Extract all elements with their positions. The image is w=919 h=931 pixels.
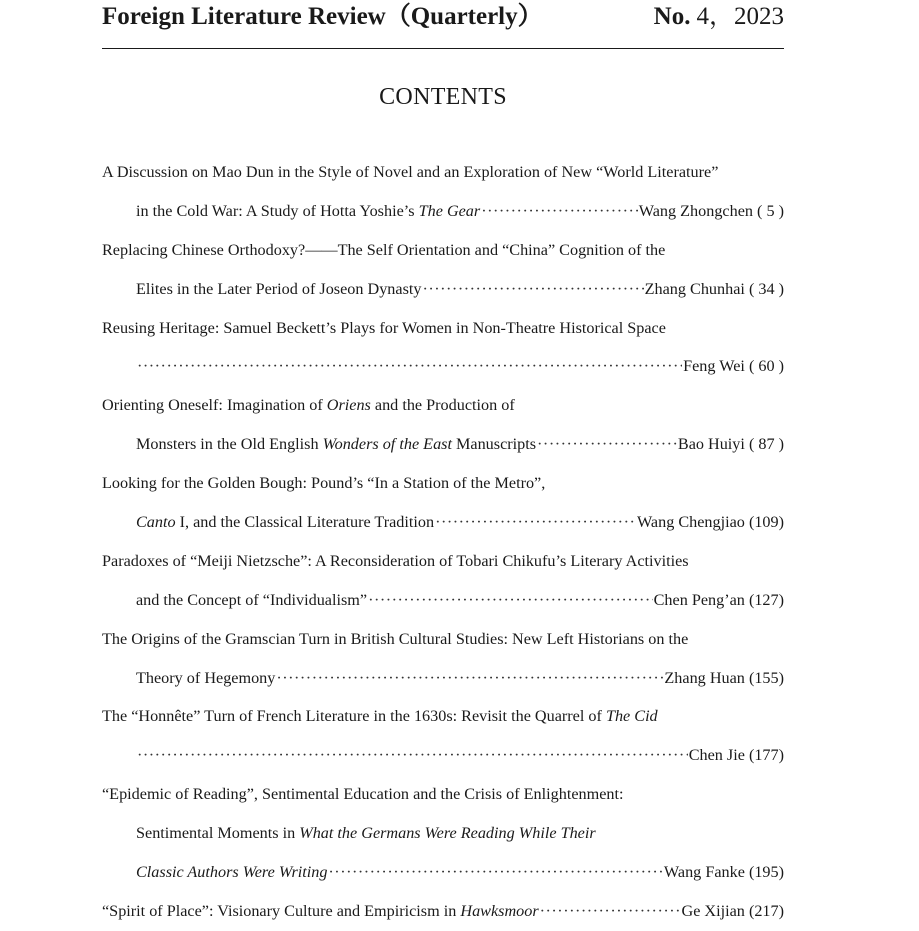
entry-leader-line bbox=[102, 270, 784, 309]
dot-leader bbox=[540, 892, 681, 931]
journal-header bbox=[102, 2, 784, 32]
entry-leader-line bbox=[102, 736, 784, 775]
entry-page: (109) bbox=[748, 513, 784, 532]
entry-title-line: Elites in the Later Period of Joseon Dynasty bbox=[136, 279, 422, 298]
entry-author: Chen Jie bbox=[688, 746, 745, 765]
entry-author: Zhang Chunhai bbox=[644, 279, 745, 298]
entry-title-line: Replacing Chinese Orthodoxy?——The Self Orientation and “China” Cognition of the bbox=[102, 240, 666, 259]
entry-leader-line bbox=[102, 503, 784, 542]
toc-entry[interactable] bbox=[102, 153, 784, 231]
dot-leader bbox=[435, 503, 636, 542]
entry-title-line: Looking for the Golden Bough: Pound’s “In a Station of the Metro”, bbox=[102, 474, 546, 493]
entry-author: Wang Fanke bbox=[663, 863, 745, 882]
dot-leader bbox=[537, 425, 677, 464]
toc-entry[interactable] bbox=[102, 697, 784, 775]
entry-leader-line bbox=[102, 892, 784, 931]
entry-page: (155) bbox=[748, 668, 784, 687]
toc-entry[interactable] bbox=[102, 775, 784, 892]
dot-leader bbox=[368, 581, 653, 620]
entry-author: Chen Peng’an bbox=[653, 590, 745, 609]
entry-leader-line bbox=[102, 347, 784, 386]
entry-author: Bao Huiyi bbox=[677, 435, 745, 454]
entry-leader-line bbox=[102, 192, 784, 231]
entry-leader-line bbox=[102, 853, 784, 892]
issue-label: No. bbox=[653, 3, 691, 30]
entry-title-line: Reusing Heritage: Samuel Beckett’s Plays for Women in Non-Theatre Historical Space bbox=[102, 318, 666, 337]
entry-title-line: Classic Authors Were Writing bbox=[136, 863, 328, 882]
entry-title-line: “Epidemic of Reading”, Sentimental Education and the Crisis of Enlightenment: bbox=[102, 785, 624, 804]
entry-title-line: in the Cold War: A Study of Hotta Yoshie’s The Gear bbox=[136, 201, 481, 220]
entry-author: Wang Chengjiao bbox=[636, 513, 745, 532]
dot-leader bbox=[137, 347, 682, 386]
entry-author: Wang Zhongchen bbox=[638, 201, 753, 220]
issue-number: 4，2023 bbox=[696, 3, 784, 30]
toc-entry[interactable] bbox=[102, 892, 784, 931]
entry-title-line: Monsters in the Old English Wonders of the East Manuscripts bbox=[136, 435, 537, 454]
entry-title-line: and the Concept of “Individualism” bbox=[136, 590, 368, 609]
toc-entry[interactable] bbox=[102, 464, 784, 542]
header-rule bbox=[102, 48, 784, 49]
entry-author: Ge Xijian bbox=[681, 901, 745, 920]
toc-entry[interactable] bbox=[102, 542, 784, 620]
entry-page: ( 34 ) bbox=[748, 279, 784, 298]
entry-leader-line bbox=[102, 659, 784, 698]
entry-page: (195) bbox=[748, 863, 784, 882]
dot-leader bbox=[276, 659, 663, 698]
issue-info bbox=[654, 2, 784, 32]
entry-author: Feng Wei bbox=[683, 357, 745, 376]
contents-heading: CONTENTS bbox=[379, 84, 507, 110]
dot-leader bbox=[137, 736, 688, 775]
entry-title-line: Theory of Hegemony bbox=[136, 668, 276, 687]
table-of-contents bbox=[102, 153, 784, 931]
dot-leader bbox=[328, 853, 663, 892]
entry-title-line: “Spirit of Place”: Visionary Culture and Empiricism in Hawksmoor bbox=[102, 901, 539, 920]
toc-entry[interactable] bbox=[102, 386, 784, 464]
entry-title-line: The Origins of the Gramscian Turn in British Cultural Studies: New Left Historians on the bbox=[102, 629, 689, 648]
entry-author: Zhang Huan bbox=[664, 668, 745, 687]
entry-title-line: Orienting Oneself: Imagination of Oriens and the Production of bbox=[102, 396, 515, 415]
entry-leader-line bbox=[102, 425, 784, 464]
entry-title-line: Sentimental Moments in What the Germans Were Reading While Their bbox=[136, 824, 596, 843]
journal-title: Foreign Literature Review（Quarterly） bbox=[102, 3, 543, 30]
entry-page: (177) bbox=[748, 746, 784, 765]
entry-title-line: The “Honnête” Turn of French Literature in the 1630s: Revisit the Quarrel of The Cid bbox=[102, 707, 658, 726]
entry-title-line: A Discussion on Mao Dun in the Style of Novel and an Exploration of New “World Literature” bbox=[102, 163, 719, 181]
entry-page: (127) bbox=[748, 590, 784, 609]
toc-entry[interactable] bbox=[102, 309, 784, 387]
entry-page: ( 87 ) bbox=[748, 435, 784, 454]
dot-leader bbox=[422, 270, 643, 309]
dot-leader bbox=[481, 192, 638, 231]
entry-page: (217) bbox=[748, 901, 784, 920]
toc-entry[interactable] bbox=[102, 231, 784, 309]
entry-leader-line bbox=[102, 581, 784, 620]
toc-entry[interactable] bbox=[102, 620, 784, 698]
entry-title-line: Canto I, and the Classical Literature Tradition bbox=[136, 513, 435, 532]
entry-title-line: Paradoxes of “Meiji Nietzsche”: A Reconsideration of Tobari Chikufu’s Literary Activities bbox=[102, 551, 689, 570]
entry-page: ( 60 ) bbox=[748, 357, 784, 376]
entry-page: ( 5 ) bbox=[757, 201, 784, 220]
